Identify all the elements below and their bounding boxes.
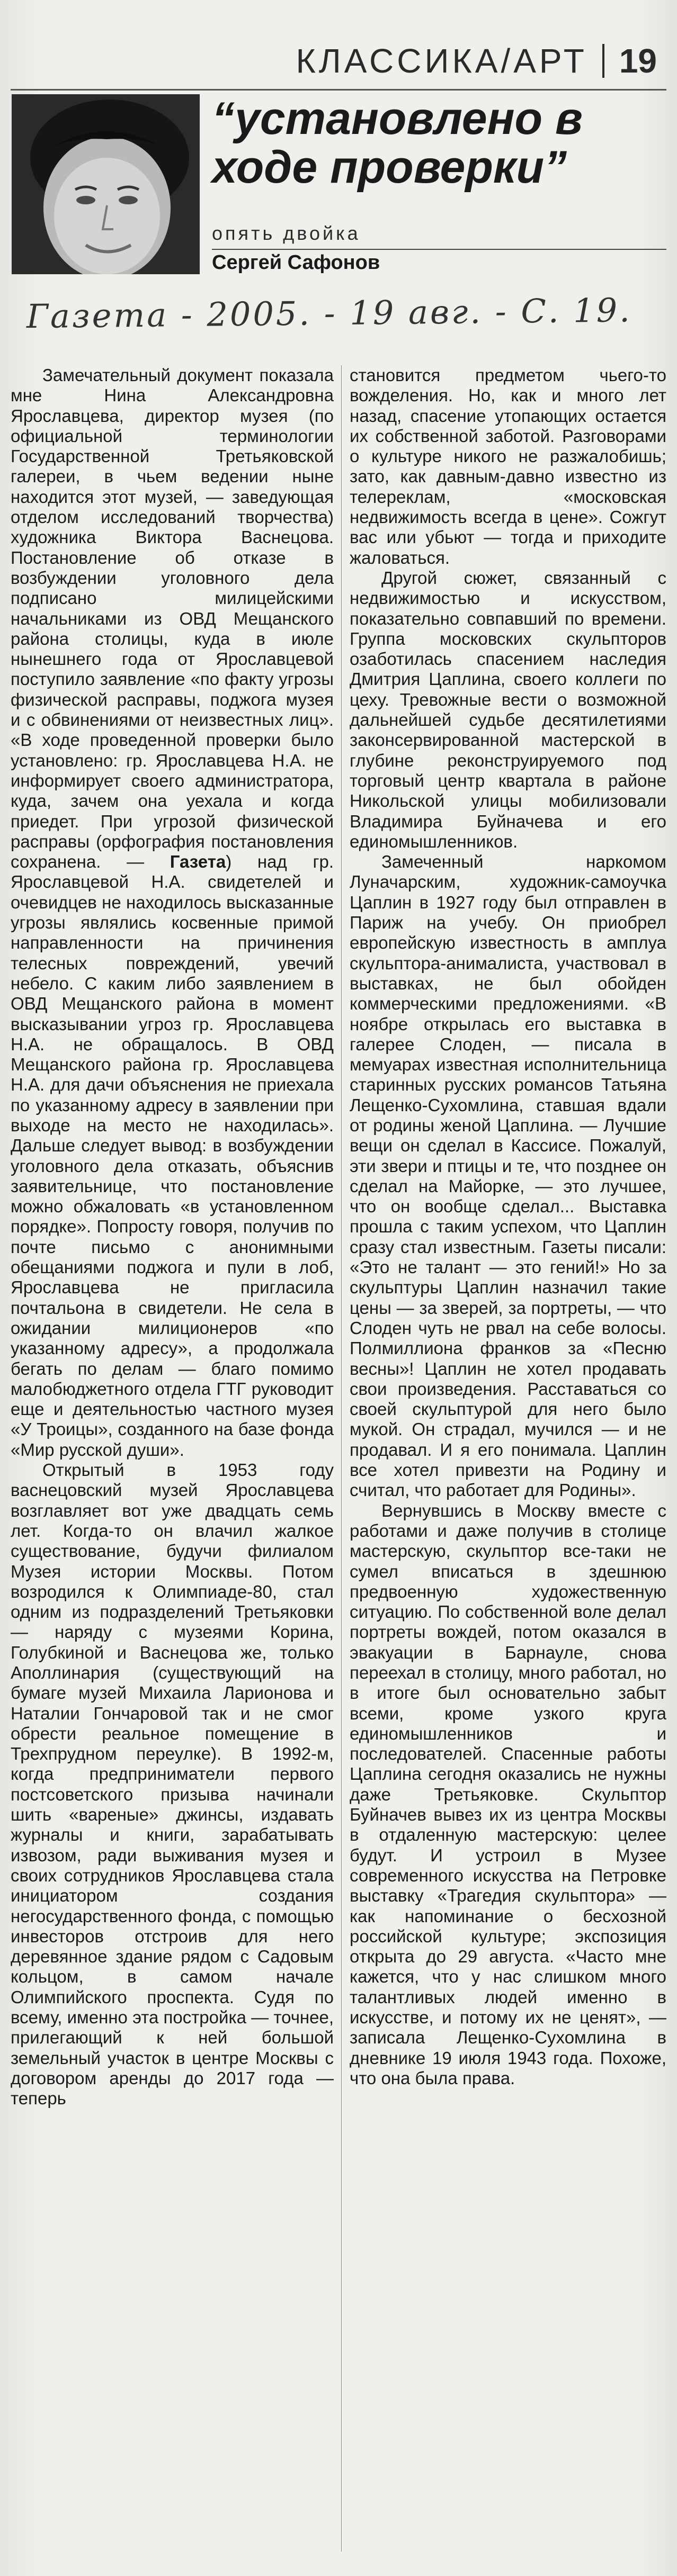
paragraph: Другой сюжет, связанный с недвижимостью и искусством, показательно совпавший по времени. Группа московских скульпторов озаботилась спасением наследия Дмитрия Цаплина, своего коллеги по цеху. Тревожные вести о возможной дальнейшей судьбе десятилетиями законсервированной мастерской в глубине реконструируемого под торговый центр квартала в районе Никольской улицы мобилизовали Владимира Буйначева и его единомышленников. bbox=[350, 568, 666, 851]
byline-rule bbox=[212, 249, 666, 250]
paragraph: становится предметом чьего-то вожделения. Но, как и много лет назад, спасение утопающих остается их собственной заботой. Разговорами о культуре никого не разжалобишь; зато, как давным-давно известно из телереклам, «московская недвижимость всегда в цене». Сожгут вас или убьют — тогда и приходите жаловаться. bbox=[350, 365, 666, 568]
page-number: 19 bbox=[619, 42, 657, 80]
header-divider bbox=[602, 44, 604, 78]
article-column-left bbox=[11, 365, 334, 2552]
section-header bbox=[222, 38, 657, 84]
newspaper-name: Газета bbox=[170, 852, 226, 872]
author-portrait-illustration bbox=[12, 94, 200, 274]
handwritten-citation: Газета - 2005. - 19 авг. - С. 19. bbox=[26, 291, 633, 336]
author-photo bbox=[12, 94, 200, 274]
paragraph: Вернувшись в Москву вместе с работами и даже получив в столице мастерскую, скульптор все-таки не сумел вписаться в здешнюю предвоенную художественную ситуацию. По собственной воле делал портреты вождей, потом оказался в эвакуации в Барнауле, снова переехал в столицу, много работал, но в итоге был основательно забыт всеми, кроме узкого круга единомышленников и последователей. Спасенные работы Цаплина сегодня оказались не нужны даже Третьяковке. Скульптор Буйначев вывез их из центра Москвы в отдаленную мастерскую: целее будут. И устроил в Музее современного искусства на Петровке выставку «Трагедия скульптора» — как напоминание о бесхозной российской культуре; экспозиция открыта до 29 августа. «Часто мне кажется, что у нас слишком много талантливых людей именно в искусстве, и потому их не ценят», — записала Лещенко-Сухомлина в дневнике 19 июля 1943 года. Похоже, что она была права. bbox=[350, 1500, 666, 2088]
article-headline: “установлено в ходе проверки” bbox=[212, 93, 583, 193]
paragraph: Открытый в 1953 году васнецовский музей Ярославцева возглавляет вот уже двадцать семь лет. Когда-то он влачил жалкое существование, будучи филиалом Музея истории Москвы. Потом возродился к Олимпиаде-80, стал одним из подразделений Третьяковки — наряду с музеями Корина, Голубкиной и Васнецова же, только Аполлинария (существующий на бумаге музей Михаила Ларионова и Наталии Гончаровой так и не смог обрести реальное помещение в Трехпрудном переулке). В 1992-м, когда предприниматели первого постсоветского призыва начинали шить «вареные» джинсы, издавать журналы и книги, зарабатывать извозом, ради выживания музея и своих сотрудников Ярославцева стала инициатором создания негосударственного фонда, с помощью инвесторов отстроив для него деревянное здание рядом с Садовым кольцом, в самом начале Олимпийского проспекта. Судя по всему, именно эта постройка — точнее, прилегающий к ней большой земельный участок в центре Москвы с договором аренды до 2017 года — теперь bbox=[11, 1460, 334, 2109]
article-author: Сергей Сафонов bbox=[212, 251, 380, 274]
article-kicker: опять двойка bbox=[212, 222, 361, 244]
column-divider bbox=[341, 365, 342, 2552]
header-rule bbox=[11, 89, 666, 91]
section-title: КЛАССИКА/АРТ bbox=[296, 42, 587, 80]
paragraph: Замечательный документ показала мне Нина Александровна Ярославцева, директор музея (по официальной терминологии Государственной Третьяковской галереи, в чьем ведении ныне находится этот музей, — заведующая отделом исследований творчества) художника Виктора Васнецова. Постановление об отказе в возбуждении уголовного дела подписано милицейскими начальниками из ОВД Мещанского района столицы, куда в июле нынешнего года от Ярославцевой поступило заявление «по факту угрозы физической расправы, поджога музея и с обвинениями от неизвестных лиц». «В ходе проведенной проверки было установлено: гр. Ярославцева Н.А. не информирует своего администратора, куда, зачем она уехала и когда приедет. При угрозой физической расправы (орфография постановления сохранена. — Газета) над гр. Ярославцевой Н.А. свидетелей и очевидцев не находилось высказанные угрозы являлись косвенные примой направленности на причинения телесных повреждений, увечий небело. С каким либо заявлением в ОВД Мещанского района в момент высказывании угроз гр. Ярославцева Н.А. не обращалось. В ОВД Мещанского района гр. Ярославцева Н.А. для дачи объяснения не приехала по указанному адресу в заявлении при выходе на место не находилась». Дальше следует вывод: в возбуждении уголовного дела отказать, объяснив заявительнице, что постановление можно обжаловать «в установленном порядке». Попросту говоря, получив по почте письмо с анонимными обещаниями поджога и пули в лоб, Ярославцева не пригласила почтальона в свидетели. Не села в ожидании милиционеров «по указанному адресу», а продолжала бегать по делам — благо помимо малобюджетного отдела ГТГ руководит еще и деятельностью частного музея «У Троицы», созданного на базе фонда «Мир русской души». bbox=[11, 365, 334, 1460]
article-column-right bbox=[350, 365, 666, 2552]
paragraph: Замеченный наркомом Луначарским, художник-самоучка Цаплин в 1927 году был отправлен в Париж на учебу. Он приобрел европейскую известность в амплуа скульптора-анималиста, участвовал в выставках, не был обойден коммерческими предложениями. «В ноябре открылась его выставка в галерее Слоден, — писала в мемуарах известная исполнительница старинных русских романсов Татьяна Лещенко-Сухомлина, ставшая вдали от родины женой Цаплина. — Лучшие вещи он сделал в Кассисе. Пожалуй, эти звери и птицы и те, что позднее он сделал на Майорке, — это лучшее, что он вообще сделал... Выставка прошла с таким успехом, что Цаплин сразу стал известным. Газеты писали: «Это не талант — это гений!» Но за скульптуры Цаплин назначил такие цены — за зверей, за портреты, — что Слоден чуть не рвал на себе волосы. Полмиллиона франков за «Песню весны»! Цаплин не хотел продавать свои произведения. Расставаться со своей скульптурой для него было мукой. Он страдал, мучился — и не продавал. И я его понимала. Цаплин все хотел привезти на Родину и считал, что работает для Родины». bbox=[350, 852, 666, 1500]
